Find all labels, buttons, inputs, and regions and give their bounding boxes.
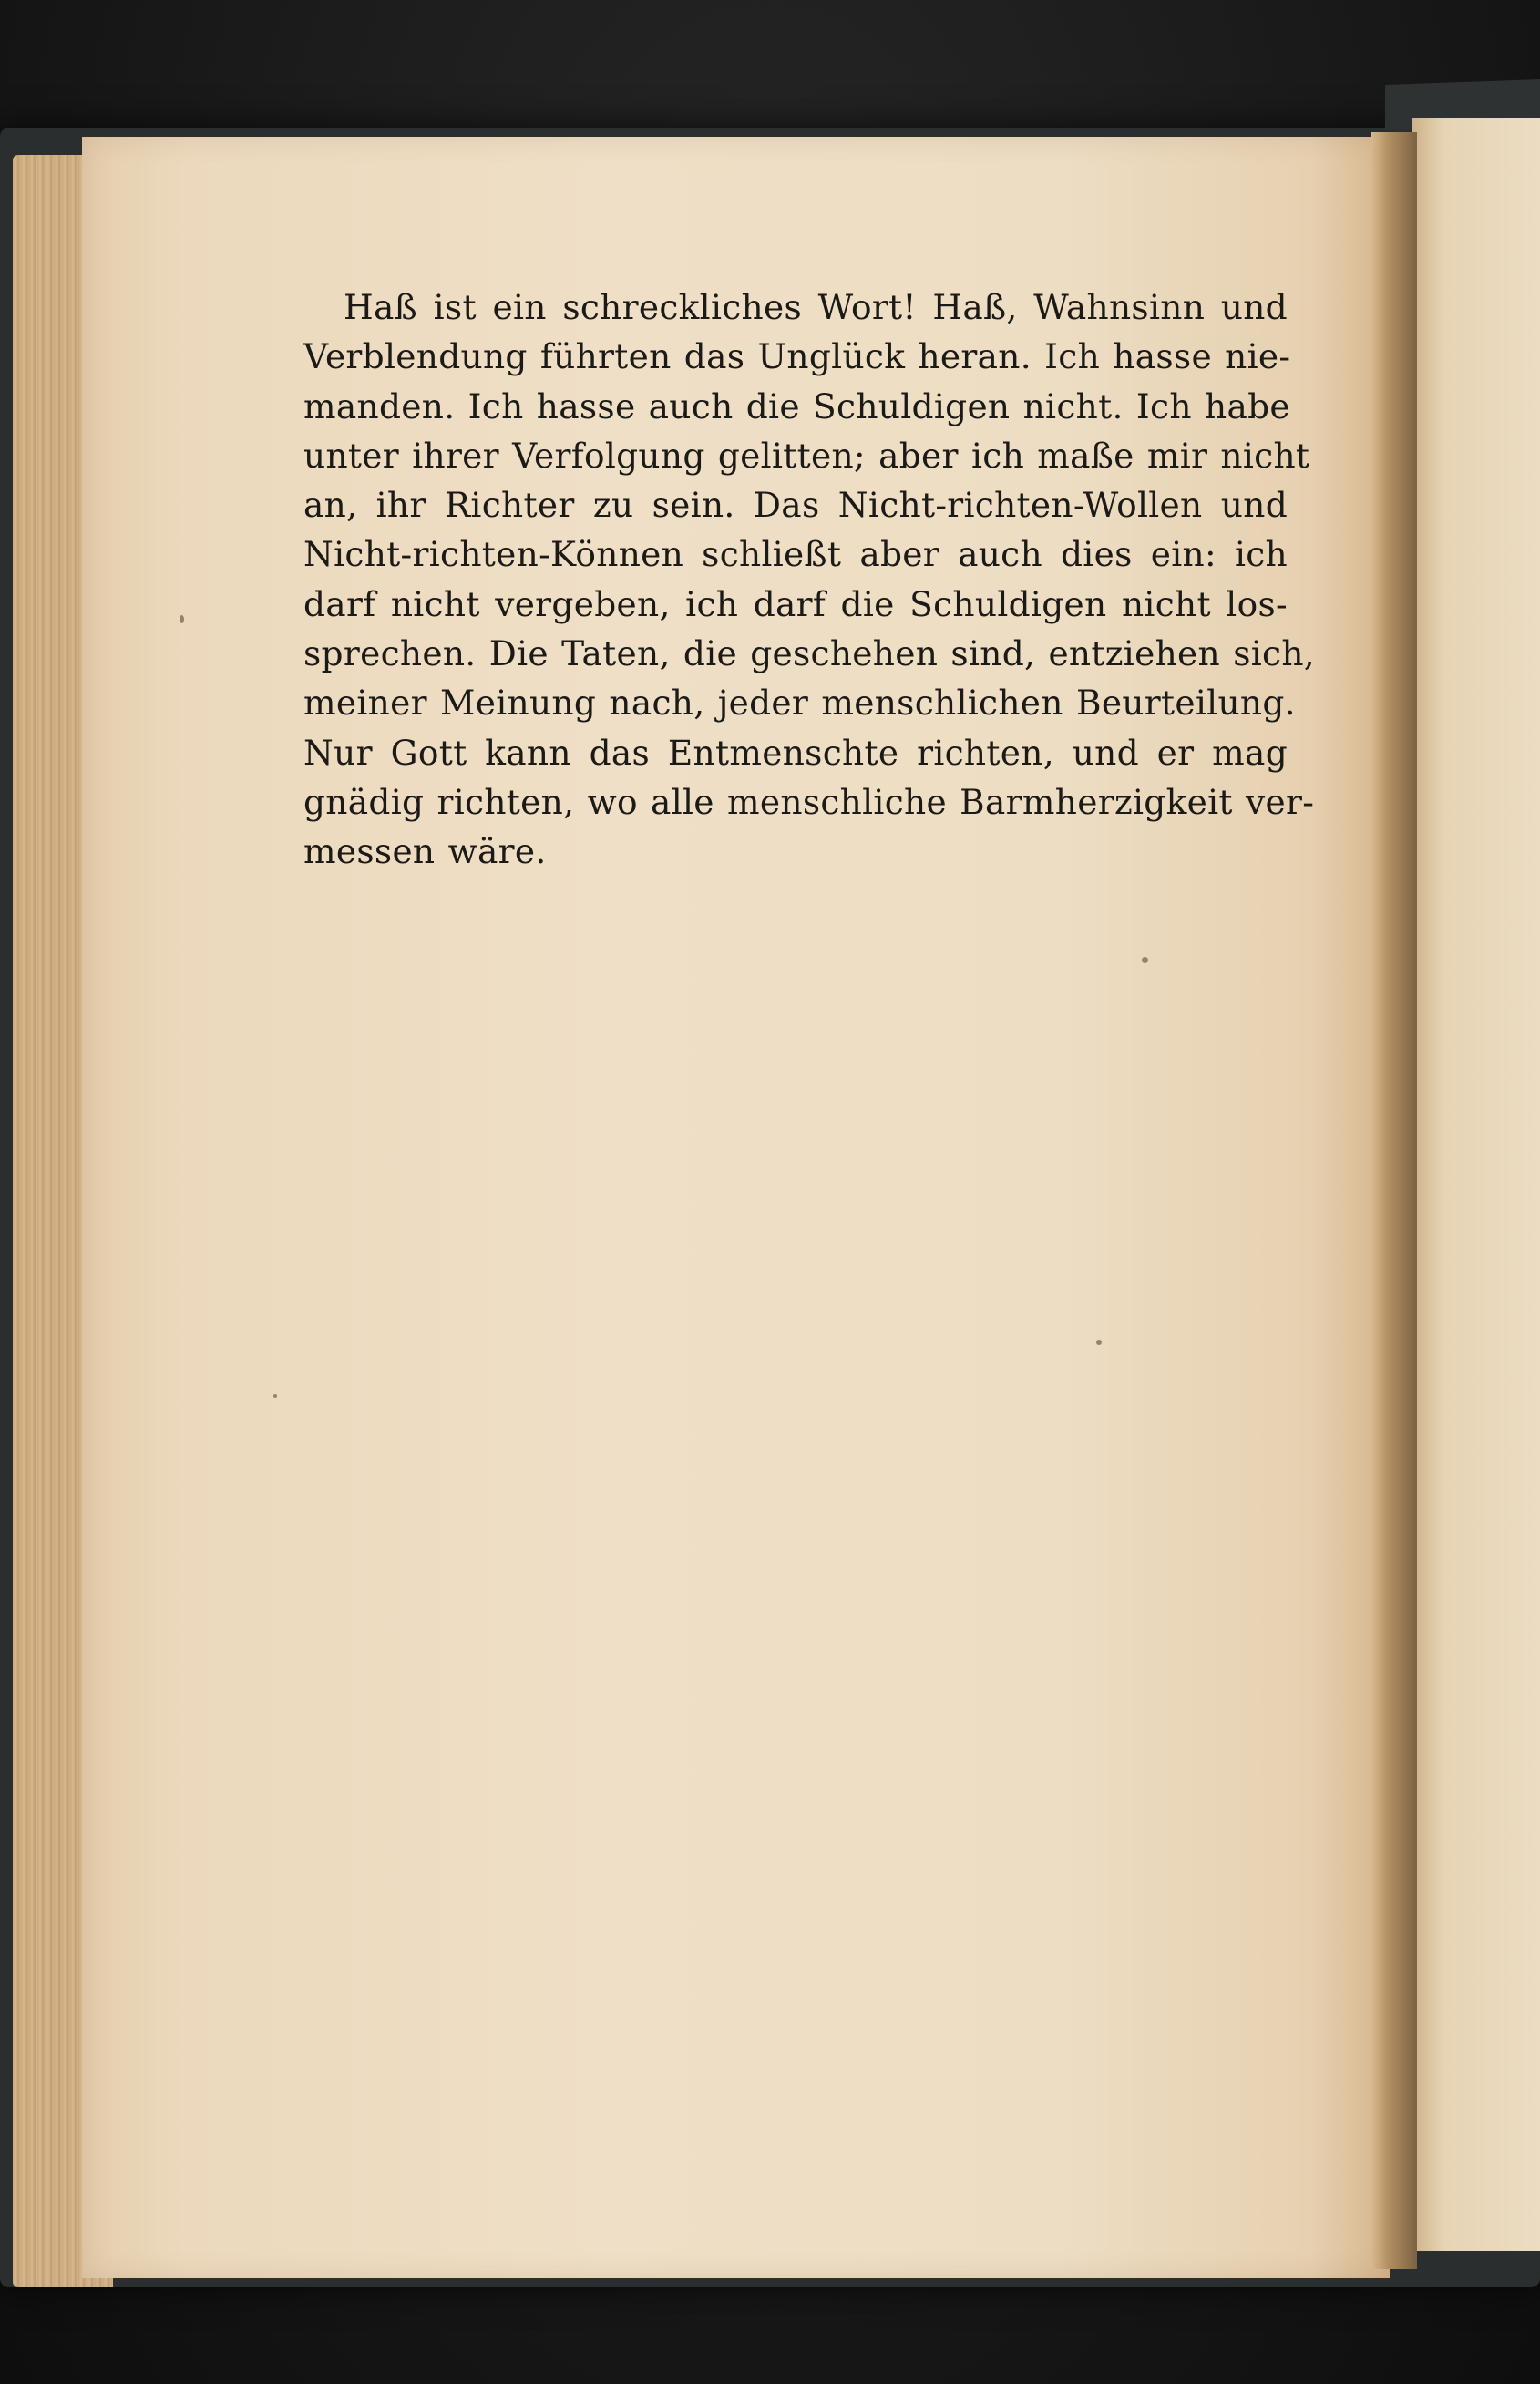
text-line: an, ihr Richter zu sein. Das Nicht-richten-Wollen und	[303, 485, 1288, 526]
text-line: Nicht-richten-Können schließt aber auch dies ein: ich	[303, 534, 1288, 575]
text-line: manden. Ich hasse auch die Schuldigen nicht. Ich habe	[303, 385, 1290, 426]
facing-page	[1412, 118, 1540, 2251]
text-line: meiner Meinung nach, jeder menschlichen Beurteilung.	[303, 683, 1296, 724]
text-line: gnädig richten, wo alle menschliche Barmherzigkeit ver-	[303, 781, 1315, 822]
paper-speck	[273, 1394, 277, 1398]
paper-speck	[1096, 1340, 1102, 1345]
text-line: Nur Gott kann das Entmenschte richten, und er mag	[303, 732, 1288, 773]
body-paragraph	[303, 283, 1316, 877]
text-line: darf nicht vergeben, ich darf die Schuldigen nicht los-	[303, 583, 1288, 624]
book-gutter	[1371, 132, 1417, 2269]
paper-speck	[1142, 957, 1148, 963]
text-line: messen wäre.	[303, 831, 547, 872]
text-line: unter ihrer Verfolgung gelitten; aber ich maße mir nicht	[303, 435, 1310, 476]
paper-speck	[180, 615, 184, 623]
text-line: sprechen. Die Taten, die geschehen sind, entziehen sich,	[303, 633, 1316, 674]
text-line: Haß ist ein schreckliches Wort! Haß, Wahnsinn und	[344, 287, 1288, 327]
text-line: Verblendung führten das Unglück heran. Ich hasse nie-	[303, 336, 1291, 377]
